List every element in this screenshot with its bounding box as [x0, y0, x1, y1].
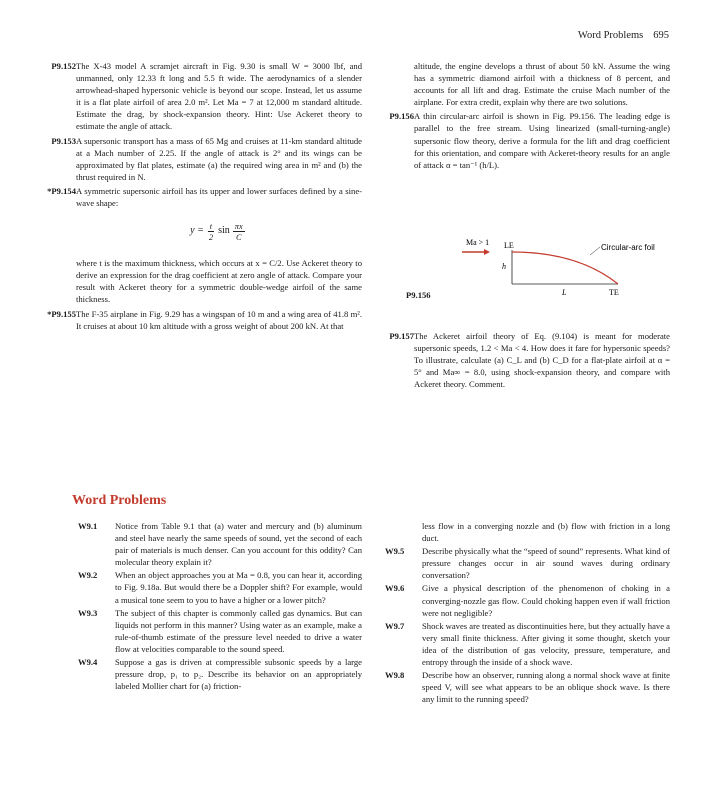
problem-text: The X-43 model A scramjet aircraft in Fig. 9.30 is small W = 3000 lbf, and unmanned, only 12.33 ft long and 5.5 ft wide. The aerodynamics of a slender arrowhead-shaped hypersonic vehicle is beyond our scope. Instead, let us assume it is a flat plate airfoil of area 2.0 m². Let Ma = 7 at 12,000 m standard altitude. Estimate the drag, by shock-expansion theory. Hint: Use Ackeret theory to estimate the angle of attack.	[76, 61, 362, 132]
problem-w9-5	[385, 545, 670, 581]
problem-text: The F-35 airplane in Fig. 9.29 has a wingspan of 10 m and a wing area of 41.8 m². It cruises at about 10 km altitude with a gross weight of about 200 kN. At that	[76, 308, 362, 331]
problem-w9-4	[78, 656, 362, 692]
problem-number: W9.6	[385, 583, 405, 594]
problem-w9-4-continued	[385, 520, 670, 544]
problem-w9-8	[385, 669, 670, 705]
problem-text: Describe physically what the “speed of sound” represents. What kind of pressure changes occur in air sound waves during ordinary conversation?	[422, 546, 670, 581]
section-title: Word Problems	[72, 493, 167, 508]
figure-label: P9.156	[406, 290, 431, 300]
problem-text: When an object approaches you at Ma = 0.8, you can hear it, according to Fig. 9.18a. But would there be a Doppler shift? For example, would a musical tone seem to you to have a higher or a lower pitch?	[115, 570, 362, 605]
problem-text: Give a physical description of the phenomenon of choking in a converging-nozzle gas flow. Could choking happen even if wall friction were not negligible?	[422, 583, 670, 618]
problem-w9-7	[385, 620, 670, 668]
page-number: 695	[653, 30, 669, 41]
problem-number: *P9.155	[47, 308, 76, 319]
l-label: L	[562, 288, 567, 297]
sine-wave-equation: y = $\frac{t}{2}$ sin $\frac{\pi x}{C}$	[190, 220, 243, 242]
problem-p9-153	[40, 135, 362, 183]
te-label: TE	[609, 288, 619, 297]
h-label: h	[502, 262, 506, 271]
problem-number: W9.1	[78, 521, 98, 531]
running-head: Word Problems	[577, 30, 644, 41]
problem-text: Shock waves are treated as discontinuities here, but they actually have a very small finite thickness. After giving it some thought, sketch your idea of the distribution of gas velocity, pressure, temperature, and entropy through the inside of a shock wave.	[422, 620, 670, 668]
circular-arc-foil	[512, 252, 618, 284]
problem-w9-1	[78, 520, 362, 568]
foil-label: Circular-arc foil	[601, 243, 655, 252]
problem-number: W9.7	[385, 620, 405, 631]
problem-text: A thin circular-arc airfoil is shown in Fig. P9.156. The leading edge is parallel to the free stream. Using linearized (small-turning-angle) supersonic flow theory, derive a formula for the lift and drag coefficient for this orientation, and compare with Ackeret-theory results for an angle of attack α = tan⁻¹ (h/L).	[414, 111, 670, 170]
word-problems-left	[78, 520, 362, 693]
problem-p9-155	[40, 308, 362, 332]
page-header	[578, 30, 669, 41]
problem-text: A symmetric supersonic airfoil has its upper and lower surfaces defined by a sine-wave shape:	[76, 185, 362, 209]
problem-text: altitude, the engine develops a thrust of about 50 kN. Assume the wing has a symmetric diamond airfoil with a thickness of 8 percent, and accounts for all lift and drag. Estimate the cruise Mach number of the airplane. For extra credit, explain why there are two solutions.	[414, 61, 670, 108]
problem-p9-157	[378, 330, 670, 390]
problem-p9-152	[40, 60, 362, 133]
problem-w9-2	[78, 569, 362, 605]
problem-w9-6	[385, 582, 670, 618]
problem-p9-154	[40, 185, 362, 306]
word-problems-right	[385, 520, 670, 706]
right-column-top	[378, 60, 670, 173]
problem-text: A supersonic transport has a mass of 65 Mg and cruises at 11-km standard altitude at a Mach number of 2.25. If the angle of attack is 2° and its wings can be approximated by flat plates, estimate (a) the required wing area in m² and (b) the thrust required in N.	[76, 135, 362, 182]
problem-number: W9.2	[78, 570, 98, 581]
problem-text: The Ackeret airfoil theory of Eq. (9.104) is meant for moderate supersonic speeds, 1.2 < Ma < 4. How does it fare for hypersonic speeds? To illustrate, calculate (a) C_L and (b) C_D for a flat-plate airfoil at α = 5° and Ma∞ = 8.0, using shock-expansion theory, and compare with Ackeret theory. Comment.	[414, 331, 670, 390]
right-column-p9-157	[378, 330, 670, 392]
problem-number: P9.152	[51, 61, 76, 71]
problem-number: P9.153	[51, 135, 76, 146]
problem-number: *P9.154	[47, 185, 76, 196]
problem-number: W9.8	[385, 670, 405, 681]
problem-number: W9.5	[385, 546, 405, 557]
problem-text: The subject of this chapter is commonly called gas dynamics. But can liquids not perform in this manner? Using water as an example, make a rule-of-thumb estimate of the pressure level needed to drive a water flow at velocities comparable to the sound speed.	[115, 607, 362, 654]
problem-text: Notice from Table 9.1 that (a) water and mercury and (b) aluminum and steel have nearly the same speeds of sound, yet the second of each pair of materials is much denser. Can you account for this oddity? Can molecular theory explain it?	[115, 521, 362, 568]
problem-number: P9.157	[389, 331, 414, 341]
problem-text: less flow in a converging nozzle and (b) flow with friction in a long duct.	[422, 521, 670, 544]
problem-p9-156	[378, 110, 670, 170]
le-label: LE	[504, 241, 514, 250]
problem-text: Describe how an observer, running along a normal shock wave at finite speed V, will see what appears to be an oblique shock wave. Is there any limit to the running speed?	[422, 670, 670, 705]
problem-number: W9.3	[78, 607, 98, 618]
problem-number: W9.4	[78, 657, 98, 668]
problem-text-continued: where t is the maximum thickness, which occurs at x = C/2. Use Ackeret theory to derive an expression for the drag coefficient at zero angle of attack. Compare your result with Ackeret theory for a symmetric double-wedge airfoil of the same thickness.	[76, 258, 362, 305]
mach-label: Ma > 1	[466, 238, 490, 247]
problem-text: Suppose a gas is driven at compressible subsonic speeds by a large pressure drop, p₁ to p₂. Describe its behavior on an appropriately labeled Mollier chart for (a) friction-	[115, 657, 362, 692]
flow-arrow-head	[484, 249, 490, 255]
left-column-top	[40, 60, 362, 334]
problem-w9-3	[78, 607, 362, 655]
problem-number: P9.156	[389, 111, 414, 122]
problem-p9-155-continued	[378, 60, 670, 108]
foil-leader-line	[590, 247, 600, 255]
